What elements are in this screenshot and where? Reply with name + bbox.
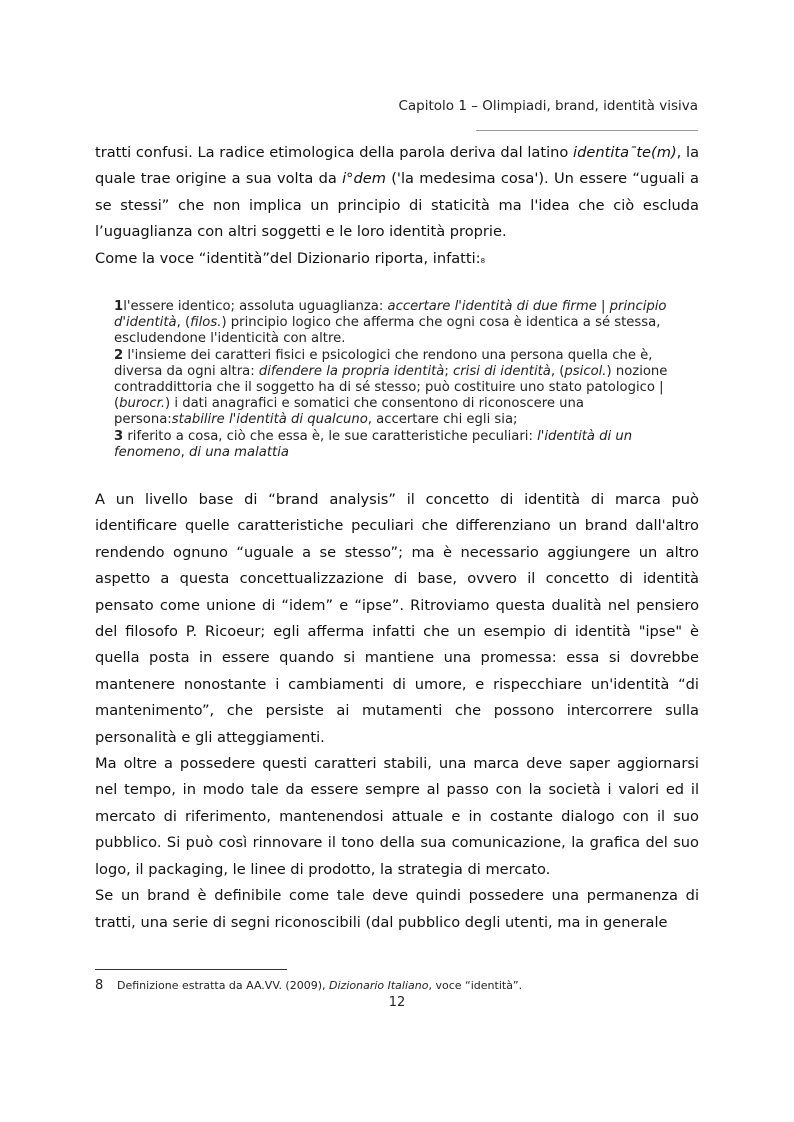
footnote-rule [95,969,287,970]
paragraph-brand-update: Ma oltre a possedere questi caratteri stabili, una marca deve saper aggiornarsi nel tempo, in modo tale da essere sempre al passo con la società i valori ed il mercato di riferimento, mantenendosi attuale e in costante dialogo con il suo pubblico. Si può così rinnovare il tono della sua comunicazione, la grafica del suo logo, il packaging, le linee di prodotto, la strategia di mercato. [95,755,699,878]
running-header: Capitolo 1 – Olimpiadi, brand, identità visiva [398,98,698,114]
paragraph-brand-analysis: A un livello base di “brand analysis” il concetto di identità di marca può identificare quelle caratteristiche peculiari che differenziano un brand dall'altro rendendo ognuno “uguale a se stesso”; ma è necessario aggiungere un altro aspetto a questa concettualizzazione di base, ovvero il concetto di identità pensato come unione di “idem” e “ipse”. Ritroviamo questa dualità nel pensiero del filosofo P. Ricoeur; egli afferma infatti che un esempio di identità "ipse" è quella posta in essere quando si mantiene una promessa: essa si dovrebbe mantenere nonostante i cambiamenti di umore, e rispecchiare un'identità “di mantenimento”, che persiste ai mutamenti che possono intercorrere sulla personalità e gli atteggiamenti. [95,491,699,746]
header-rule [476,130,698,131]
definition-3: 3 riferito a cosa, ciò che essa è, le sue caratteristiche peculiari: l'identità di un fenomeno, di una malattia [114,428,633,460]
intro-paragraph: tratti confusi. La radice etimologica della parola deriva dal latino identita¯te(m), la quale trae origine a sua volta da i°dem ('la medesima cosa'). Un essere “uguali a se stessi” che non implica un principio di staticità ma l'idea che ciò escluda l’uguaglianza con altri soggetti e le loro identità proprie. Come la voce “identità”del Dizionario riporta, infatti:$^8$ [95,144,700,267]
page-number: 12 [388,995,406,1010]
dictionary-quote [114,299,694,461]
definition-1: 1l'essere identico; assoluta uguaglianza: accertare l'identità di due firme | principio d'identità, (filos.) principio logico che afferma che ogni cosa è identica a sé stessa, escludendone l'identicità con altre. [114,299,667,347]
paragraph-brand-permanence: Se un brand è definibile come tale deve quindi possedere una permanenza di tratti, una serie di segni riconoscibili (dal pubblico degli utenti, ma in generale [95,887,699,931]
main-text [95,487,699,936]
footnote-reference: 8 [480,256,486,265]
definition-2: 2 l'insieme dei caratteri fisici e psicologici che rendono una persona quella che è, diversa da ogni altra: difendere la propria identità; crisi di identità, (psicol.) nozione contraddittoria che il soggetto ha di sé stesso; può costituire uno stato patologico | (burocr.) i dati anagrafici e somatici che consentono di riconoscere una persona:stabilire l'identità di qualcuno, accertare chi egli sia; [114,347,668,428]
footnote-number: 8 [95,978,104,993]
footnote: 8 Definizione estratta da AA.VV. (2009), Dizionario Italiano, voce “identità”. [95,978,523,993]
